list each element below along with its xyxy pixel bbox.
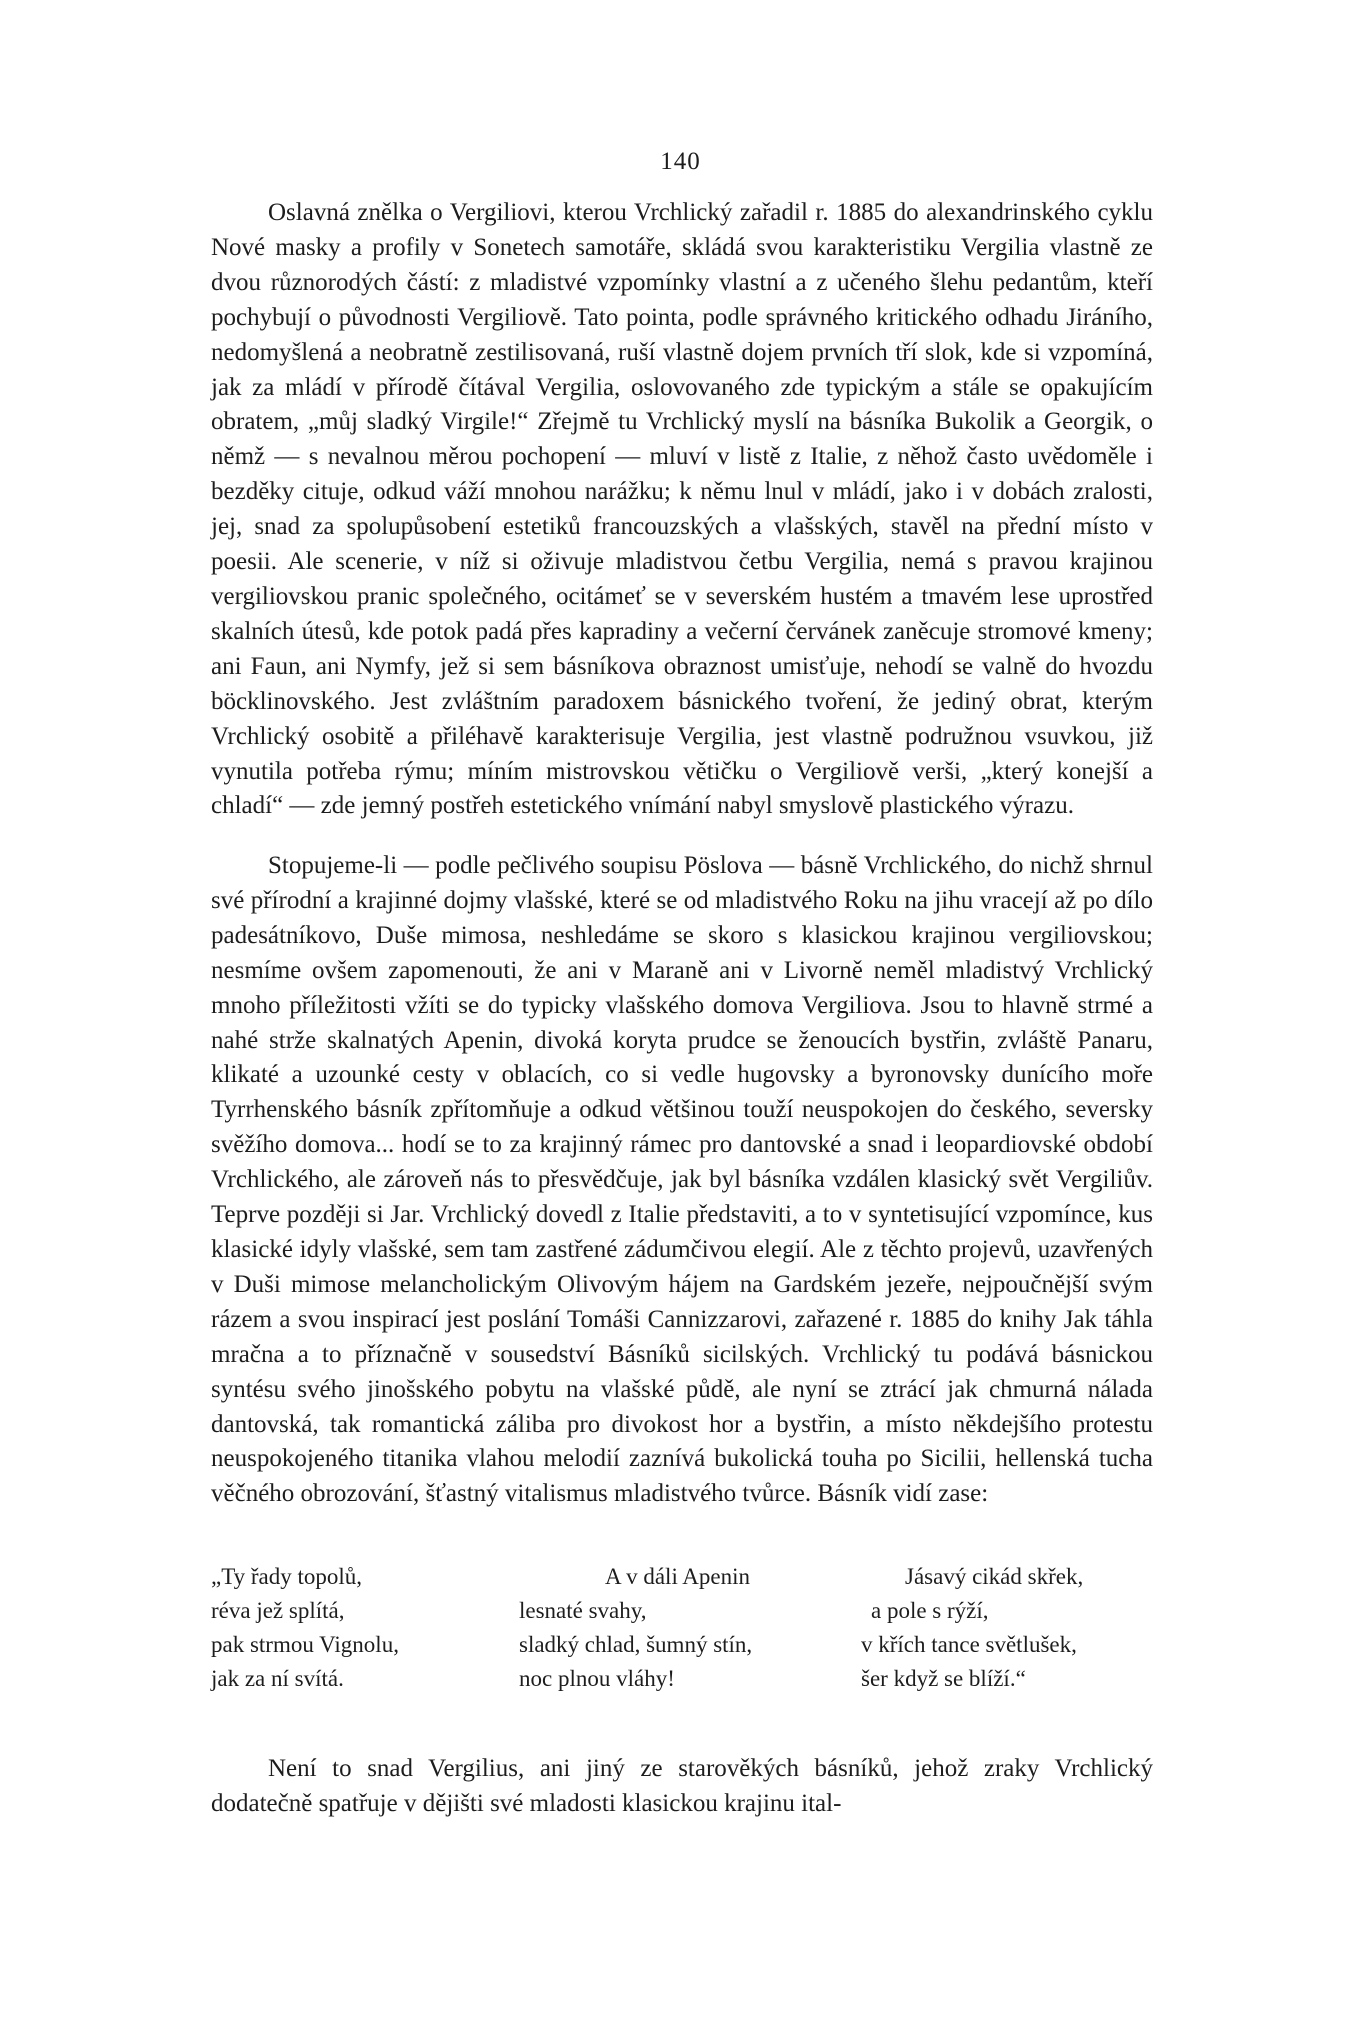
paragraph: Stopujeme-li — podle pečlivého soupisu Pöslova — básně Vrchlického, do nichž shrnul své přírodní a krajinné dojmy vlašské, které se od mladistvého Roku na jihu vracejí až po dílo padesátníkovo, Duše mimosa, neshledáme se skoro s klasickou krajinou vergiliovskou; nesmíme ovšem zapomenouti, že ani v Maraně ani v Livorně neměl mladistvý Vrchlický mnoho příležitosti vžíti se do typicky vlašského domova Vergiliova. Jsou to hlavně strmé a nahé strže skalnatých Apenin, divoká koryta prudce se ženoucích bystřin, zvláště Panaru, klikaté a uzounké cesty v oblacích, co si vedle hugovsky a byronovsky dunícího moře Tyrrhenského básník zpřítomňuje a odkud většinou touží neuspokojen do českého, seversky svěžího domova... hodí se to za krajinný rámec pro dantovské a snad i leopardiovské období Vrchlického, ale zároveň nás to přesvědčuje, jak byl básníka vzdálen klasický svět Vergiliův. Teprve později si Jar. Vrchlický dovedl z Italie představiti, a to v syntetisující vzpomínce, kus klasické idyly vlašské, sem tam zastřené zádumčivou elegií. Ale z těchto projevů, uzavřených v Duši mimose melancholickým Olivovým hájem na Gardském jezeře, nejpoučnější svým rázem a svou inspirací jest poslání Tomáši Cannizzarovi, zařazené r. 1885 do knihy Jak táhla mračna a to příznačně v sousedství Básníků sicilských. Vrchlický tu podává básnickou syntésu svého jinošského pobytu na vlašské půdě, ale nyní se ztrácí jak chmurná nálada dantovská, tak romantická záliba pro divokost hor a bystřin, a místo někdejšího protestu neuspokojeného titanika vlahou melodií zaznívá bukolická touha po Sicilii, hellenská tucha věčného obrozování, šťastný vitalismus mladistvého tvůrce. Básník vidí zase: (211, 852, 1153, 1508)
poem-stanza (519, 1560, 752, 1696)
poem-line: a pole s rýží, (871, 1598, 989, 1623)
poem-line: sladký chlad, šumný stín, (519, 1632, 753, 1657)
poem-stanza (861, 1560, 1083, 1696)
paragraph: Není to snad Vergilius, ani jiný ze starověkých básníků, jehož zraky Vrchlický dodatečně spatřuje v dějišti své mladosti klasickou krajinu ital- (211, 1755, 1153, 1817)
poem-line: pak strmou Vignolu, (211, 1632, 399, 1657)
poem-line: A v dáli Apenin (605, 1564, 751, 1589)
poem-stanza (211, 1560, 399, 1696)
poem-line: „Ty řady topolů, (211, 1564, 363, 1589)
poem-line: v křích tance světlušek, (861, 1632, 1077, 1657)
paragraph: Oslavná znělka o Vergiliovi, kterou Vrchlický zařadil r. 1885 do alexandrinského cyklu Nové masky a profily v Sonetech samotáře, skládá svou karakteristiku Vergilia vlastně ze dvou různorodých částí: z mladistvé vzpomínky vlastní a z učeného šlehu pedantům, kteří pochybují o původnosti Vergiliově. Tato pointa, podle správného kritického odhadu Jiráního, nedomyšlená a neobratně zestilisovaná, ruší vlastně dojem prvních tří slok, kde si vzpomíná, jak za mládí v přírodě čítával Vergilia, oslovovaného zde typickým a stále se opakujícím obratem, „můj sladký Virgile!“ Zřejmě tu Vrchlický myslí na básníka Bukolik a Georgik, o němž — s nevalnou měrou pochopení — mluví v listě z Italie, z něhož často uvědoměle i bezděky cituje, odkud váží mnohou narážku; k němu lnul v mládí, jako i v dobách zralosti, jej, snad za spolupůsobení estetiků francouzských a vlašských, stavěl na přední místo v poesii. Ale scenerie, v níž si oživuje mladistvou četbu Vergilia, nemá s pravou krajinou vergiliovskou pranic společného, ocitámeť se v severském hustém a tmavém lese uprostřed skalních útesů, kde potok padá přes kapradiny a večerní červánek zaněcuje stromové kmeny; ani Faun, ani Nymfy, jež si sem básníkova obraznost umisťuje, nehodí se valně do hvozdu böcklinovského. Jest zvláštním paradoxem básnického tvoření, že jediný obrat, kterým Vrchlický osobitě a přiléhavě karakterisuje Vergilia, jest vlastně podružnou vsuvkou, již vynutila potřeba rýmu; míním mistrovskou větičku o Vergiliově verši, „který konejší a chladí“ — zde jemný postřeh estetického vnímání nabyl smyslově plastického výrazu. (211, 199, 1153, 820)
poem-line: lesnaté svahy, (519, 1598, 647, 1623)
poem-line: Jásavý cikád skřek, (905, 1564, 1084, 1589)
poem-line: jak za ní svítá. (211, 1666, 344, 1691)
poem-line: noc plnou vláhy! (519, 1666, 675, 1691)
poem-line: réva jež splítá, (211, 1598, 345, 1623)
poem-line: šer když se blíží.“ (861, 1666, 1026, 1691)
page-number: 140 (660, 148, 701, 175)
poem-quotation (211, 1560, 1153, 1700)
